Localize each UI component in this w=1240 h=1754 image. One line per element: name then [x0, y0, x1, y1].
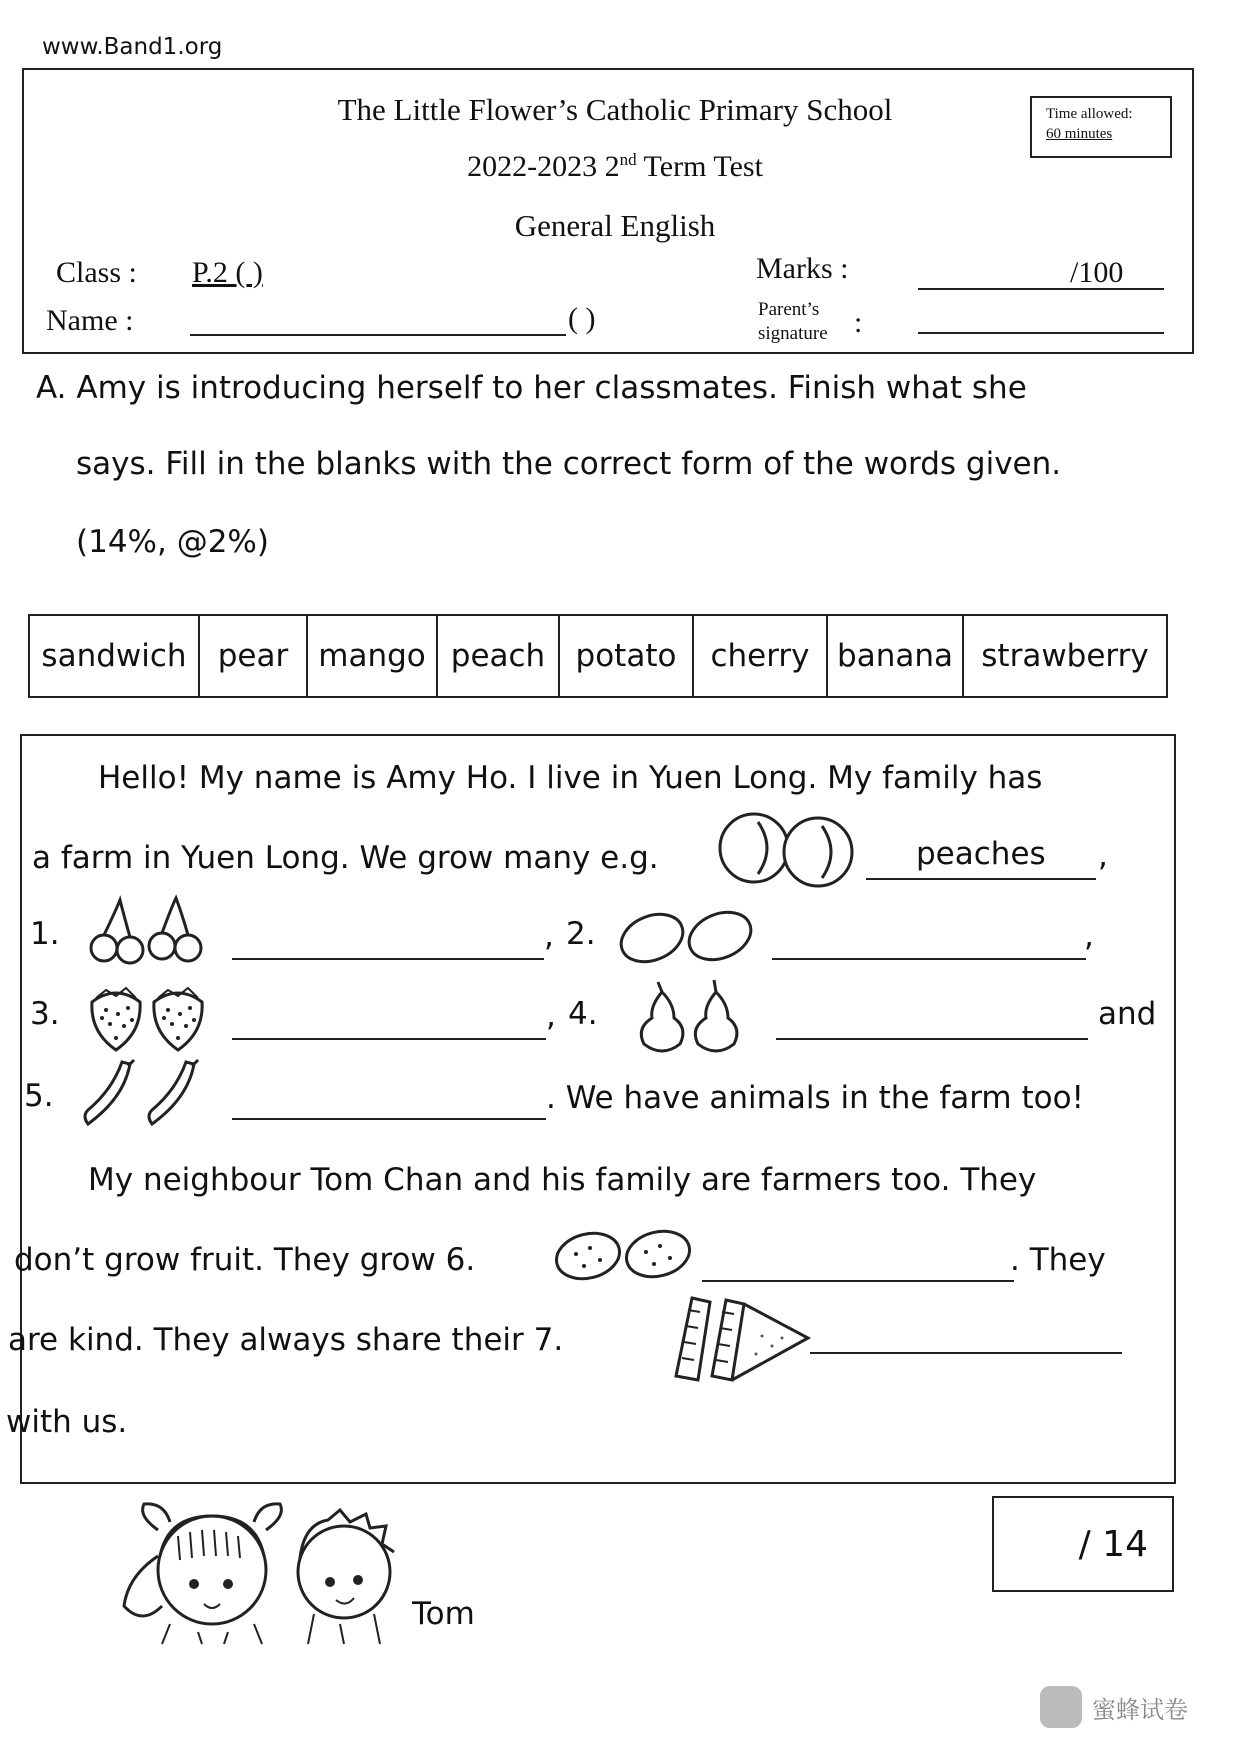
answer-blank-6[interactable]: [702, 1278, 1014, 1282]
example-answer: peaches: [916, 836, 1046, 872]
peaches-icon: [718, 812, 858, 888]
answer-blank-3[interactable]: [232, 1036, 546, 1040]
class-field[interactable]: P.2 ( ): [192, 256, 263, 289]
passage-line-1: Hello! My name is Amy Ho. I live in Yuen Long. My family has: [98, 760, 1043, 796]
word-bank-cell: strawberry: [981, 638, 1149, 674]
and-text: and: [1098, 996, 1157, 1032]
site-watermark: www.Band1.org: [42, 34, 223, 60]
section-a-line1: A. Amy is introducing herself to her classmates. Finish what she: [36, 370, 1027, 406]
brand-watermark: [1040, 1686, 1188, 1728]
passage-line-6: My neighbour Tom Chan and his family are farmers too. They: [88, 1162, 1037, 1198]
term-sup: nd: [619, 150, 637, 169]
marks-field[interactable]: [918, 288, 1164, 290]
answer-blank-5[interactable]: [232, 1116, 546, 1120]
time-allowed-box: [1030, 96, 1172, 158]
passage-line-7-end: . They: [1010, 1242, 1106, 1278]
marks-total: /100: [1070, 256, 1124, 289]
school-name: The Little Flower’s Catholic Primary School: [337, 92, 893, 127]
comma: ,: [546, 998, 556, 1034]
comma: ,: [544, 918, 554, 954]
question-number-4: 4.: [568, 996, 598, 1032]
sandwiches-icon: [672, 1296, 812, 1382]
bananas-icon: [82, 1058, 214, 1130]
cherries-icon: [90, 896, 214, 966]
word-bank-cell: sandwich: [30, 616, 200, 696]
passage-line-7: don’t grow fruit. They grow 6.: [14, 1242, 476, 1278]
parent-colon: :: [854, 306, 863, 339]
question-number-2: 2.: [566, 916, 596, 952]
parent-signature-label: [758, 298, 828, 346]
question-number-5: 5.: [24, 1078, 54, 1114]
term-rest: Term Test: [636, 150, 763, 183]
parent-signature-field[interactable]: [918, 332, 1164, 334]
passage-line-8: are kind. They always share their 7.: [8, 1322, 564, 1358]
word-bank-cell: potato: [560, 616, 694, 696]
word-bank-cell: mango: [308, 616, 438, 696]
question-number-1: 1.: [30, 916, 60, 952]
brand-logo-icon: [1040, 1686, 1082, 1728]
mangoes-icon: [620, 908, 756, 964]
tom-label: Tom: [412, 1596, 475, 1632]
children-illustration: [118, 1496, 418, 1644]
answer-blank-7[interactable]: [810, 1350, 1122, 1354]
example-answer-line: [866, 876, 1096, 880]
parent-label-2: signature: [758, 323, 828, 344]
class-label: Class :: [56, 256, 137, 289]
word-bank: [28, 614, 1168, 698]
answer-blank-1[interactable]: [232, 956, 544, 960]
passage-line-5-end: . We have animals in the farm too!: [546, 1080, 1084, 1116]
strawberries-icon: [88, 984, 212, 1052]
section-a-line2: says. Fill in the blanks with the correct form of the words given.: [76, 446, 1062, 482]
passage-line-2: a farm in Yuen Long. We grow many e.g.: [32, 840, 659, 876]
marks-label: Marks :: [756, 252, 849, 285]
pears-icon: [634, 978, 744, 1056]
parent-label-1: Parent’s: [758, 299, 820, 320]
word-bank-cell: cherry: [694, 616, 828, 696]
answer-blank-2[interactable]: [772, 956, 1086, 960]
time-value: 60 minutes: [1046, 126, 1113, 142]
word-bank-cell: banana: [828, 616, 964, 696]
term-year: 2022-2023 2: [467, 150, 620, 183]
word-bank-cell: pear: [200, 616, 308, 696]
name-field[interactable]: [190, 334, 566, 336]
brand-name: 蜜蜂试卷: [1092, 1695, 1188, 1724]
section-a-marks: (14%, @2%): [76, 524, 269, 560]
potatoes-icon: [556, 1226, 692, 1284]
name-label: Name :: [46, 304, 134, 337]
word-bank-cell: peach: [438, 616, 560, 696]
name-number-paren: ( ): [568, 302, 596, 335]
answer-blank-4[interactable]: [776, 1036, 1088, 1040]
section-score-box[interactable]: / 14: [992, 1496, 1174, 1592]
comma: ,: [1098, 838, 1108, 874]
subject-title: General English: [514, 208, 716, 243]
comma: ,: [1084, 918, 1094, 954]
time-label: Time allowed:: [1046, 106, 1133, 122]
question-number-3: 3.: [30, 996, 60, 1032]
passage-line-9: with us.: [6, 1404, 128, 1440]
